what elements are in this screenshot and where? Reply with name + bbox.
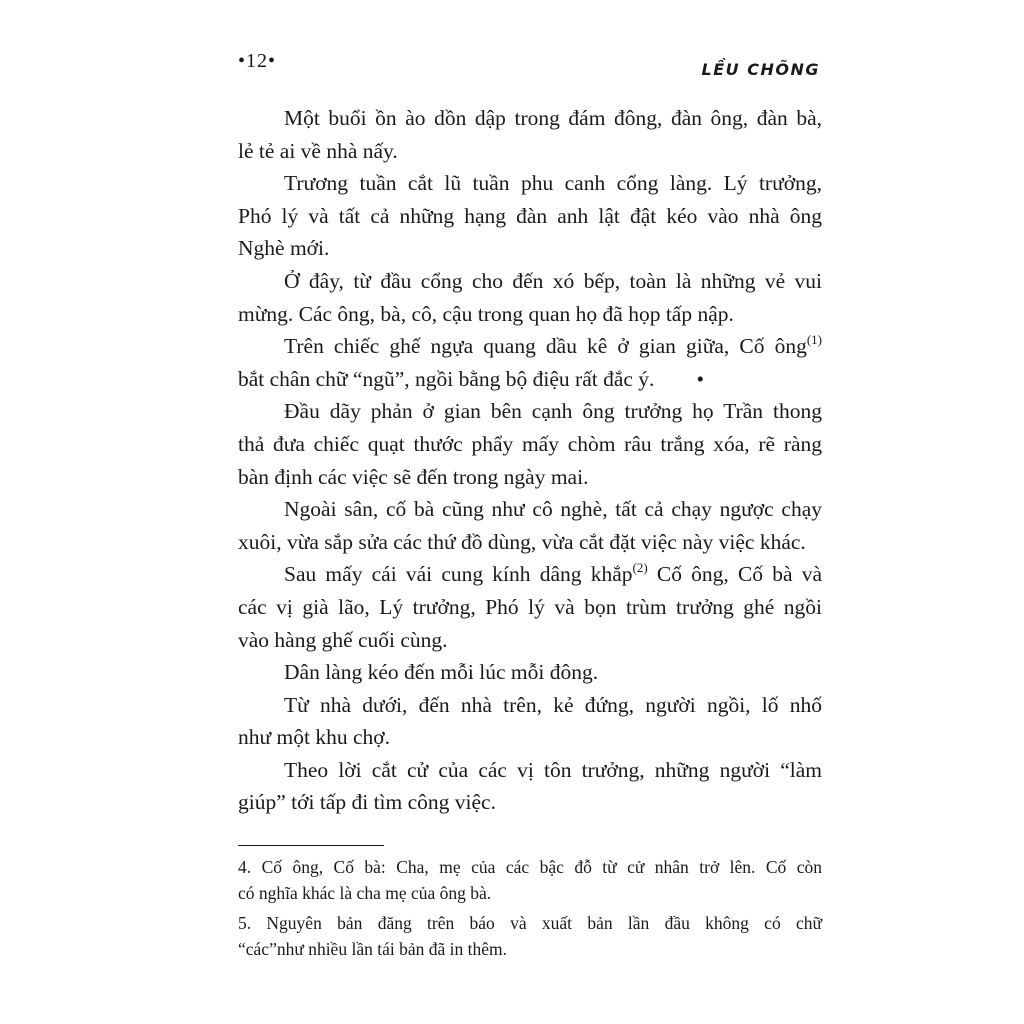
text-line: giúp” tới tấp đi tìm công việc. bbox=[238, 790, 496, 815]
text-line: thả đưa chiếc quạt thước phẩy mấy chòm râu trắng xóa, rẽ ràng bbox=[238, 431, 822, 456]
footnotes bbox=[238, 854, 822, 962]
text-line bbox=[238, 330, 822, 363]
text-line: Ở đây, từ đầu cổng cho đến xó bếp, toàn là những vẻ vui bbox=[284, 268, 822, 293]
text-segment: Trên chiếc ghế ngựa quang dầu kê ở gian giữa, Cố ông bbox=[284, 334, 807, 359]
footnote-divider bbox=[238, 845, 384, 846]
footnote-marker: (1) bbox=[806, 332, 822, 348]
text-line: Từ nhà dưới, đến nhà trên, kẻ đứng, người ngồi, lố nhố bbox=[284, 692, 822, 717]
footnote-line: 4. Cố ông, Cố bà: Cha, mẹ của các bậc đỗ từ cử nhân trở lên. Cố còn bbox=[238, 857, 822, 877]
stray-dot: • bbox=[696, 366, 704, 391]
running-title: LỀU CHÕNG bbox=[701, 60, 820, 79]
body-text bbox=[238, 102, 822, 819]
text-segment: Sau mấy cái vái cung kính dâng khắp bbox=[284, 562, 633, 587]
footnote-marker: (2) bbox=[632, 560, 648, 576]
text-line: bàn định các việc sẽ đến trong ngày mai. bbox=[238, 464, 589, 489]
text-line bbox=[238, 558, 822, 591]
text-line bbox=[238, 363, 822, 396]
text-line: Một buổi ồn ào dồn dập trong đám đông, đàn ông, đàn bà, bbox=[284, 106, 822, 130]
text-segment: Cố ông, Cố bà và bbox=[647, 562, 822, 587]
text-line: Dân làng kéo đến mỗi lúc mỗi đông. bbox=[284, 660, 599, 685]
text-line: xuôi, vừa sắp sửa các thứ đồ dùng, vừa cắt đặt việc này việc khác. bbox=[238, 529, 806, 554]
footnote-line: 5. Nguyên bản đăng trên báo và xuất bản lần đầu không có chữ bbox=[238, 913, 822, 933]
text-line: Trương tuần cắt lũ tuần phu canh cổng làng. Lý trưởng, bbox=[284, 171, 822, 196]
footnote-line: có nghĩa khác là cha mẹ của ông bà. bbox=[238, 883, 492, 903]
text-line: mừng. Các ông, bà, cô, cậu trong quan họ đã họp tấp nập. bbox=[238, 301, 734, 326]
text-line: Đầu dãy phản ở gian bên cạnh ông trưởng họ Trần thong bbox=[284, 399, 822, 424]
text-line: các vị già lão, Lý trưởng, Phó lý và bọn trùm trưởng ghé ngồi bbox=[238, 594, 822, 619]
footnote-line: “các”như nhiều lần tái bản đã in thêm. bbox=[238, 939, 507, 959]
text-line: vào hàng ghế cuối cùng. bbox=[238, 627, 448, 652]
page-number: •12• bbox=[238, 50, 277, 72]
text-line: như một khu chợ. bbox=[238, 725, 391, 750]
text-line: Nghè mới. bbox=[238, 236, 330, 261]
text-line: Theo lời cắt cử của các vị tôn trưởng, những người “làm bbox=[284, 757, 822, 782]
text-line: Phó lý và tất cả những hạng đàn anh lật đật kéo vào nhà ông bbox=[238, 203, 822, 228]
text-segment: bắt chân chữ “ngũ”, ngồi bằng bộ điệu rất đắc ý. bbox=[238, 366, 655, 391]
text-line: Ngoài sân, cố bà cũng như cô nghè, tất cả chạy ngược chạy bbox=[284, 497, 822, 522]
text-line: lẻ tẻ ai về nhà nấy. bbox=[238, 138, 398, 163]
